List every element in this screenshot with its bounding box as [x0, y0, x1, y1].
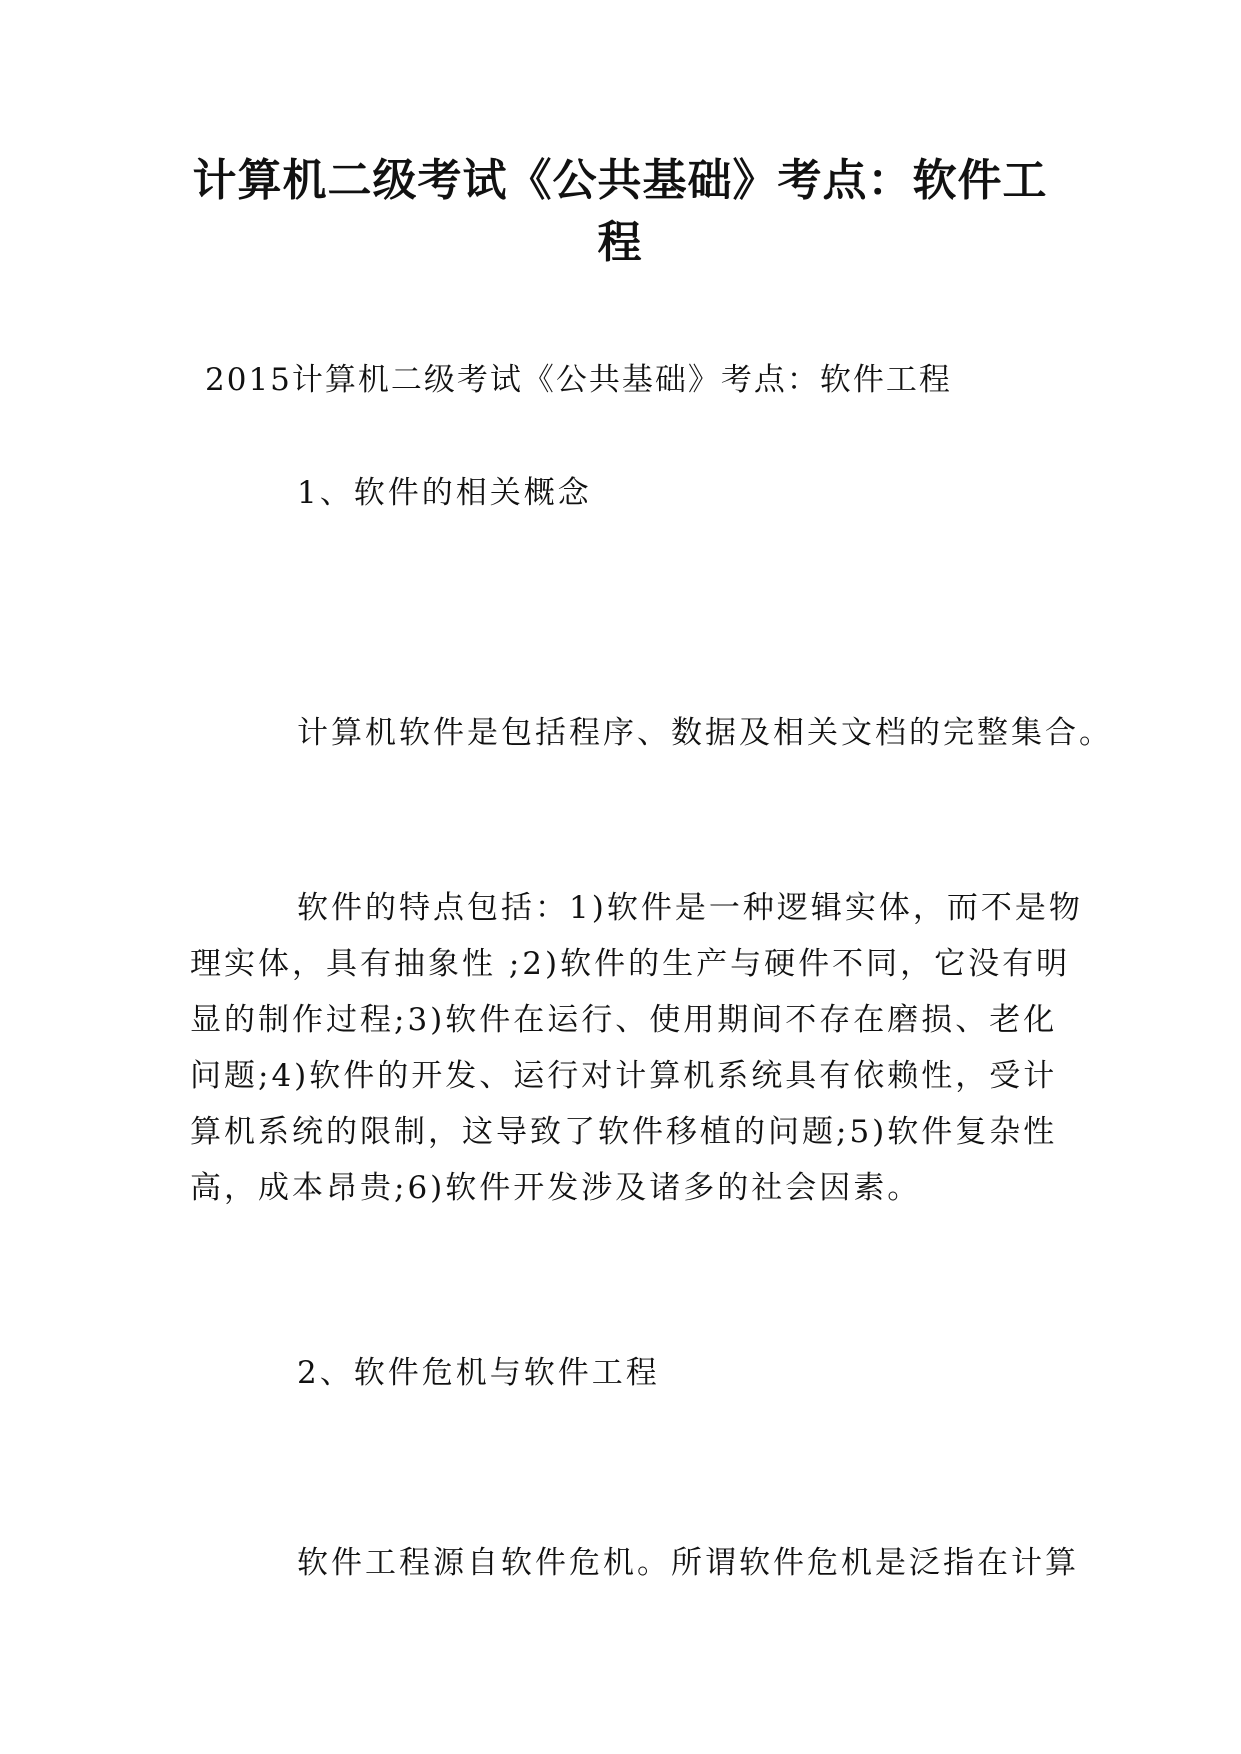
document-title: 计算机二级考试《公共基础》考点：软件工程 [192, 155, 1048, 268]
paragraph-software-definition: 计算机软件是包括程序、数据及相关文档的完整集合。 [297, 715, 1113, 751]
paragraph-line: 软件的特点包括：1)软件是一种逻辑实体，而不是物 [297, 890, 1083, 926]
paragraph-software-features [190, 880, 1083, 1216]
document-subtitle: 2015计算机二级考试《公共基础》考点：软件工程 [205, 362, 952, 398]
section-heading-1: 1、软件的相关概念 [297, 475, 592, 511]
section-heading-2: 2、软件危机与软件工程 [297, 1355, 660, 1391]
paragraph-line: 理实体，具有抽象性 ;2)软件的生产与硬件不同，它没有明 [190, 946, 1071, 982]
paragraph-line: 算机系统的限制，这导致了软件移植的问题;5)软件复杂性 [190, 1114, 1058, 1150]
paragraph-line: 问题;4)软件的开发、运行对计算机系统具有依赖性，受计 [190, 1058, 1058, 1094]
paragraph-line: 高，成本昂贵;6)软件开发涉及诸多的社会因素。 [190, 1170, 922, 1206]
paragraph-software-crisis: 软件工程源自软件危机。所谓软件危机是泛指在计算 [297, 1545, 1079, 1581]
paragraph-line: 显的制作过程;3)软件在运行、使用期间不存在磨损、老化 [190, 1002, 1058, 1038]
